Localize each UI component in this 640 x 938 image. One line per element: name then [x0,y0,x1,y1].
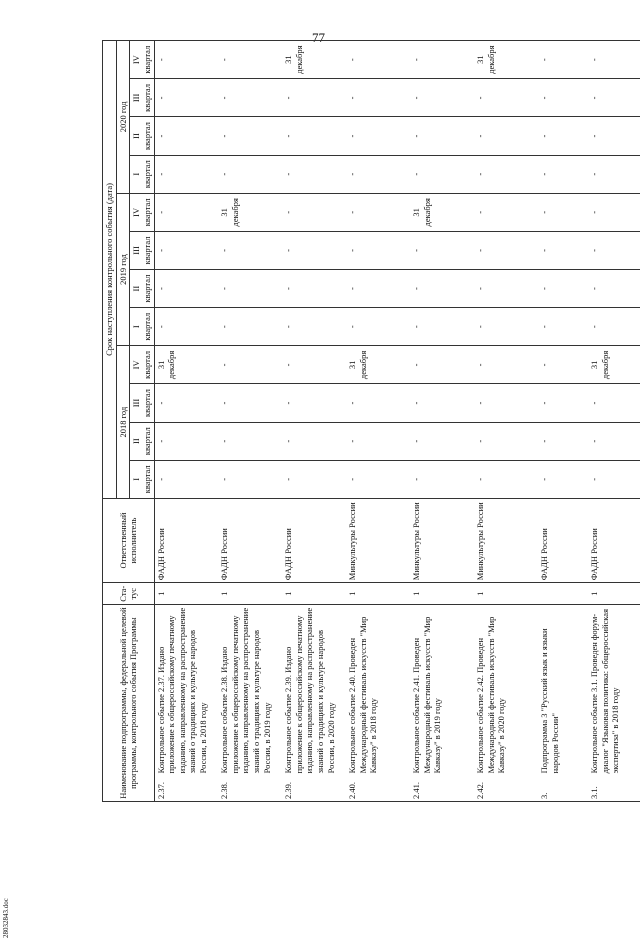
header-name: Наименование подпрограммы, федеральной целевой программы, контрольного события Программы [103,605,155,802]
row-status: 1 [282,583,346,605]
document-id: 28032843.doc [2,898,10,938]
header-year-2020: 2020 год [116,41,130,194]
control-events-table [102,40,640,802]
quarter-word: квартал [141,83,152,112]
quarter-header [130,422,154,460]
quarter-word: квартал [141,198,152,227]
header-year-2019: 2019 год [116,193,130,346]
quarter-header [130,117,154,155]
quarter-cell: - [410,231,474,269]
quarter-numeral: III [131,93,142,103]
quarter-cell: - [588,231,640,269]
quarter-cell: - [474,155,538,193]
quarter-cell: - [154,117,218,155]
quarter-cell: - [588,460,640,498]
row-status [538,583,588,605]
quarter-cell: - [282,155,346,193]
row-status: 1 [154,583,218,605]
quarter-cell: - [282,270,346,308]
header-responsible: Ответственный исполнитель [103,498,155,582]
quarter-cell: - [218,155,282,193]
quarter-cell: - [538,346,588,384]
quarter-cell: - [346,193,410,231]
quarter-cell: - [588,270,640,308]
quarter-cell: - [474,422,538,460]
quarter-numeral: III [131,246,142,255]
row-responsible: ФАДН России [538,498,588,582]
quarter-cell: - [474,79,538,117]
quarter-cell: - [588,193,640,231]
quarter-cell: - [346,79,410,117]
quarter-word: квартал [141,45,152,74]
quarter-cell: - [282,193,346,231]
quarter-cell: - [154,308,218,346]
quarter-cell: - [474,460,538,498]
row-status: 1 [346,583,410,605]
quarter-cell: - [588,155,640,193]
quarter-numeral: I [131,325,142,329]
row-number: 2.39. [282,775,346,801]
row-status: 1 [588,583,640,605]
quarter-header [130,308,154,346]
header-status: Ста-тус [103,583,155,605]
quarter-cell: - [218,117,282,155]
quarter-cell: - [410,117,474,155]
quarter-numeral: II [131,438,142,444]
quarter-cell: - [218,41,282,79]
quarter-cell: - [474,308,538,346]
table-body [154,41,640,802]
quarter-numeral: IV [131,55,142,65]
quarter-cell: - [282,117,346,155]
quarter-cell: - [346,308,410,346]
row-name: Контрольное событие 2.40. Проведен Международный фестиваль искусств "Мир Кавказу" в 2018 году [346,605,410,776]
quarter-numeral: I [131,172,142,176]
quarter-cell: - [474,193,538,231]
quarter-cell: - [154,231,218,269]
page-number: 77 [312,30,325,45]
quarter-cell: - [588,422,640,460]
quarter-cell: - [218,308,282,346]
quarter-cell: 31 декабря [474,41,538,79]
quarter-cell: - [474,346,538,384]
quarter-cell: - [538,422,588,460]
table-row [346,41,410,802]
row-responsible: ФАДН России [588,498,640,582]
table-row [410,41,474,802]
quarter-cell: - [410,155,474,193]
quarter-cell: - [154,422,218,460]
quarter-word: квартал [141,122,152,150]
row-name: Контрольное событие 2.37. Издано приложение к общероссийскому печатному изданию, направленному на распространение знаний о традициях и культуре народов России, в 2018 году [154,605,218,776]
quarter-header [130,346,154,384]
quarter-cell: - [410,422,474,460]
row-name: Контрольное событие 2.41. Проведен Международный фестиваль искусств "Мир Кавказу" в 2019 году [410,605,474,776]
row-responsible: ФАДН России [282,498,346,582]
quarter-header [130,270,154,308]
row-number: 2.42. [474,775,538,801]
quarter-cell: - [538,270,588,308]
row-number: 2.38. [218,775,282,801]
row-status: 1 [410,583,474,605]
quarter-cell: 31 декабря [410,193,474,231]
quarter-numeral: II [131,133,142,139]
row-number: 3.1. [588,775,640,801]
quarter-cell: - [218,231,282,269]
quarter-cell: - [410,308,474,346]
quarter-cell: - [154,384,218,422]
header-deadline: Срок наступления контрольного события (дата) [103,41,117,499]
quarter-cell: - [538,193,588,231]
row-number: 2.37. [154,775,218,801]
quarter-numeral: II [131,285,142,292]
quarter-cell: - [538,384,588,422]
row-responsible: Минкультуры России [474,498,538,582]
quarter-cell: - [588,384,640,422]
quarter-cell: 31 декабря [346,346,410,384]
table-row [538,41,588,802]
quarter-cell: 31 декабря [588,346,640,384]
quarter-cell: - [538,308,588,346]
quarter-cell: - [282,346,346,384]
quarter-word: квартал [141,274,152,303]
quarter-cell: - [538,460,588,498]
quarter-header [130,231,154,269]
quarter-cell: - [154,460,218,498]
quarter-cell: - [346,155,410,193]
quarter-cell: - [588,308,640,346]
quarter-cell: - [588,117,640,155]
table-row [588,41,640,802]
rotated-table-container [102,40,632,802]
quarter-word: квартал [141,312,152,341]
quarter-numeral: I [131,477,142,481]
row-responsible: ФАДН России [154,498,218,582]
quarter-cell: - [154,270,218,308]
quarter-cell: - [218,384,282,422]
quarter-word: квартал [141,427,152,456]
quarter-cell: - [282,308,346,346]
quarter-header [130,384,154,422]
quarter-cell: - [218,346,282,384]
quarter-numeral: IV [131,360,142,370]
quarter-cell: - [538,155,588,193]
quarter-cell: - [346,41,410,79]
table-row [282,41,346,802]
table-row [154,41,218,802]
quarter-cell: - [410,41,474,79]
quarter-cell: - [346,384,410,422]
quarter-header [130,79,154,117]
quarter-cell: - [538,231,588,269]
row-name: Контрольное событие 2.42. Проведен Международный фестиваль искусств "Мир Кавказу" в 2020 году [474,605,538,776]
quarter-header [130,460,154,498]
quarter-word: квартал [141,389,152,417]
row-responsible: ФАДН России [218,498,282,582]
row-name: Контрольное событие 3.1. Проведен форум-диалог "Языковая политика: общероссийская экспертиза" в 2018 году [588,605,640,776]
table-row [218,41,282,802]
quarter-cell: - [218,270,282,308]
quarter-cell: - [410,346,474,384]
header-year-2018: 2018 год [116,346,130,499]
row-responsible: Минкультуры России [346,498,410,582]
quarter-cell: - [154,193,218,231]
quarter-cell: - [154,155,218,193]
quarter-cell: - [474,117,538,155]
quarter-cell: - [588,41,640,79]
row-status: 1 [474,583,538,605]
row-responsible: Минкультуры России [410,498,474,582]
quarter-cell: - [346,231,410,269]
quarter-cell: - [410,79,474,117]
quarter-word: квартал [141,236,152,265]
row-number: 3. [538,775,588,801]
quarter-cell: - [410,270,474,308]
quarter-cell: - [346,270,410,308]
quarter-cell: - [474,231,538,269]
quarter-cell: - [154,41,218,79]
quarter-cell: - [410,384,474,422]
row-name: Контрольное событие 2.39. Издано приложение к общероссийскому печатному изданию, направленному на распространение знаний о традициях и культуре народов России, в 2020 году [282,605,346,776]
quarter-cell: - [588,79,640,117]
quarter-word: квартал [141,465,152,494]
quarter-cell: 31 декабря [282,41,346,79]
quarter-cell: - [282,422,346,460]
quarter-cell: 31 декабря [218,193,282,231]
quarter-header [130,193,154,231]
quarter-cell: - [346,422,410,460]
quarter-cell: - [218,460,282,498]
row-name: Контрольное событие 2.38. Издано приложение к общероссийскому печатному изданию, направленному на распространение знаний о традициях и культуре народов России, в 2019 году [218,605,282,776]
row-status: 1 [218,583,282,605]
quarter-cell: - [538,79,588,117]
quarter-cell: - [410,460,474,498]
quarter-numeral: IV [131,207,142,217]
quarter-cell: - [474,270,538,308]
row-number: 2.41. [410,775,474,801]
table-row [474,41,538,802]
quarter-cell: - [282,79,346,117]
quarter-cell: - [538,117,588,155]
quarter-header [130,155,154,193]
quarter-cell: - [346,460,410,498]
quarter-numeral: III [131,398,142,408]
quarter-cell: - [218,79,282,117]
row-number: 2.40. [346,775,410,801]
quarter-cell: - [474,384,538,422]
quarter-word: квартал [141,350,152,379]
quarter-cell: - [538,41,588,79]
quarter-word: квартал [141,160,152,189]
row-name: Подпрограмма 3 "Русский язык и языки народов России" [538,605,588,776]
quarter-cell: - [346,117,410,155]
quarter-header [130,41,154,79]
quarter-cell: - [282,460,346,498]
quarter-cell: - [154,79,218,117]
quarter-cell: - [282,384,346,422]
quarter-cell: - [218,422,282,460]
quarter-cell: 31 декабря [154,346,218,384]
quarter-cell: - [282,231,346,269]
